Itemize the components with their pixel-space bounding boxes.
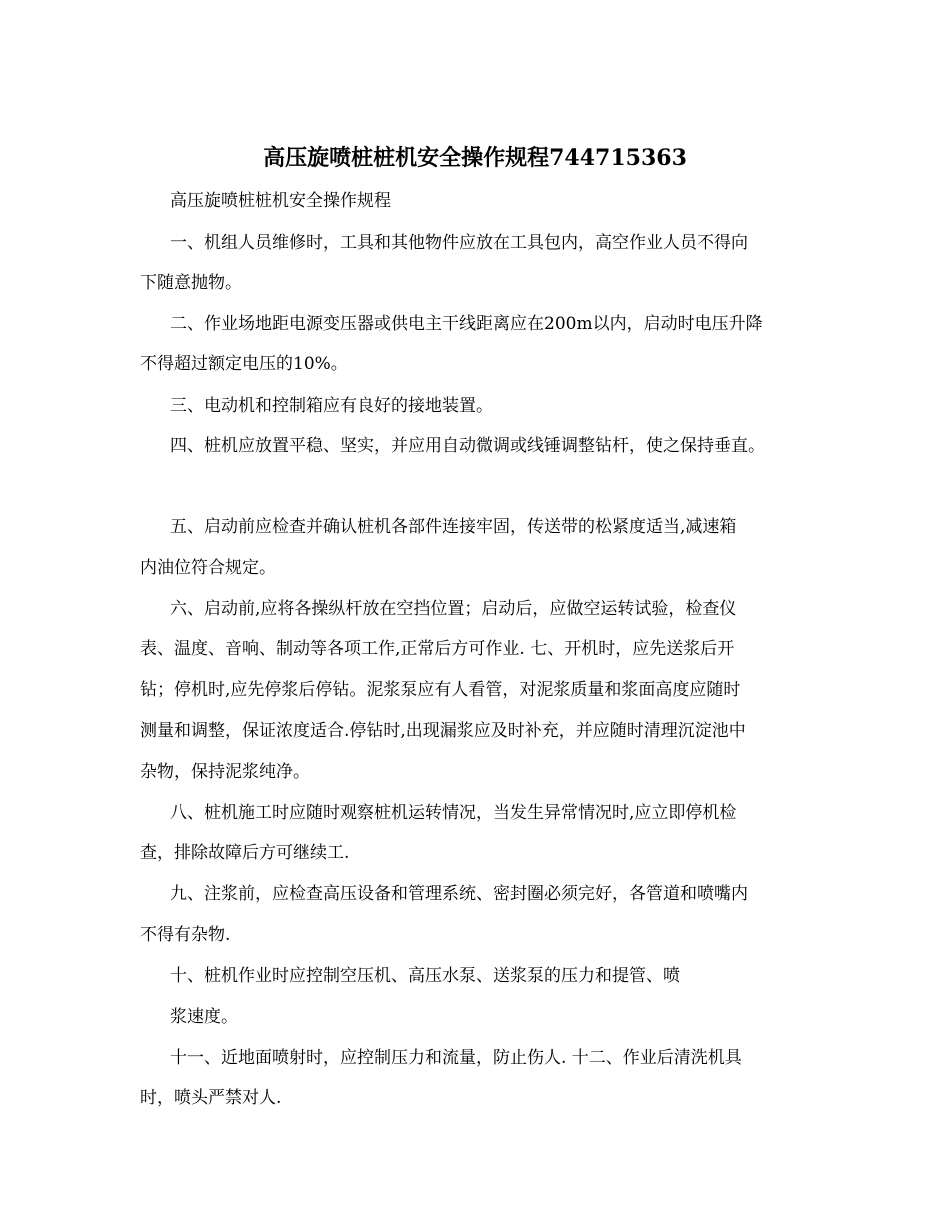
paragraph-line: 时，喷头严禁对人. [140, 1088, 282, 1108]
paragraph-line: 八、桩机施工时应随时观察桩机运转情况，当发生异常情况时,应立即停机检 [170, 803, 737, 823]
paragraph-line: 一、机组人员维修时，工具和其他物件应放在工具包内，高空作业人员不得向 [170, 233, 748, 253]
paragraph-line: 十、桩机作业时应控制空压机、高压水泵、送浆泵的压力和提管、喷 [170, 966, 680, 986]
paragraph-line: 查，排除故障后方可继续工. [140, 843, 350, 863]
document-title: 高压旋喷桩桩机安全操作规程744715363 [263, 145, 687, 171]
paragraph-line: 四、桩机应放置平稳、坚实，并应用自动微调或线锤调整钻杆，使之保持垂直。 [170, 436, 765, 456]
paragraph-line: 六、启动前,应将各操纵杆放在空挡位置；启动后，应做空运转试验，检查仪 [170, 599, 737, 619]
paragraph-line: 三、电动机和控制箱应有良好的接地装置。 [170, 396, 493, 416]
paragraph-line: 不得超过额定电压的10%。 [140, 354, 348, 374]
paragraph-line: 二、作业场地距电源变压器或供电主干线距离应在200m以内，启动时电压升降 [170, 314, 763, 334]
paragraph-line: 测量和调整，保证浓度适合.停钻时,出现漏浆应及时补充，并应随时清理沉淀池中 [140, 721, 746, 741]
paragraph-line: 内油位符合规定。 [140, 558, 276, 578]
paragraph-line: 表、温度、音响、制动等各项工作,正常后方可作业. 七、开机时，应先送浆后开 [140, 639, 735, 659]
document-subtitle: 高压旋喷桩桩机安全操作规程 [170, 191, 391, 211]
paragraph-line: 浆速度。 [170, 1007, 238, 1027]
paragraph-line: 五、启动前应检查并确认桩机各部件连接牢固，传送带的松紧度适当,减速箱 [170, 517, 737, 537]
paragraph-line: 不得有杂物. [140, 925, 231, 945]
paragraph-line: 钻；停机时,应先停浆后停钻。泥浆泵应有人看管，对泥浆质量和浆面高度应随时 [140, 680, 741, 700]
paragraph-line: 杂物，保持泥浆纯净。 [140, 762, 310, 782]
paragraph-line: 十一、近地面喷射时，应控制压力和流量，防止伤人. 十二、作业后清洗机具 [170, 1048, 742, 1068]
paragraph-line: 九、注浆前，应检查高压设备和管理系统、密封圈必须完好，各管道和喷嘴内 [170, 884, 748, 904]
paragraph-line: 下随意抛物。 [140, 273, 242, 293]
